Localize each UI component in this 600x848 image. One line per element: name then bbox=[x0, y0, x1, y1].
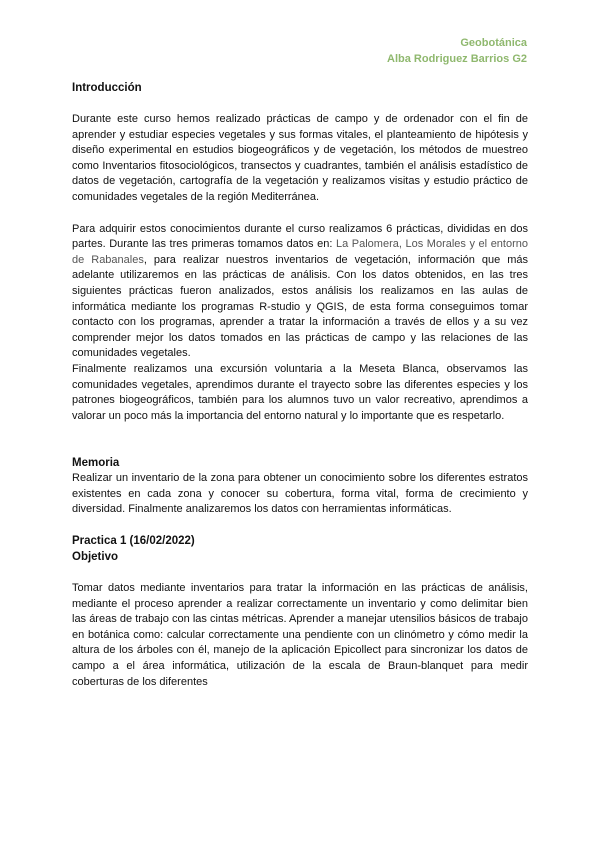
section-title-introduccion: Introducción bbox=[72, 82, 142, 94]
section-title-practica-1: Practica 1 (16/02/2022) bbox=[72, 535, 195, 548]
header-author: Alba Rodriguez Barrios G2 bbox=[387, 53, 527, 65]
memoria-paragraph: Realizar un inventario de la zona para obtener un conocimiento sobre los diferentes estratos existentes en cada zona y conocer su cobertura, forma vital, forma de crecimiento y diversidad. Finalmente analizaremos los datos con herramientas informáticas. bbox=[72, 472, 528, 516]
subsection-title-objetivo: Objetivo bbox=[72, 551, 119, 564]
practica-1-paragraph: Tomar datos mediante inventarios para tratar la información en las prácticas de análisis, mediante el proceso aprender a realizar correctamente un inventario y como delimitar bien las áreas de trabajo con las cintas métricas. Aprender a manejar utensilios básicos de trabajo en botánica como: calcular correctamente una pendiente con un clinómetro y cómo medir la altura de los árboles con él, manejo de la aplicación Epicollect para sincronizar los datos de campo a el área informática, utilización de la escala de Braun-blanquet para medir coberturas de los diferentes bbox=[72, 582, 528, 688]
intro-paragraph-2-start: Para adquirir estos conocimientos durante el curso realizamos 6 prácticas, divididas en dos partes. Durante las tres primeras tomamos datos en: bbox=[72, 222, 528, 251]
section-title-memoria: Memoria bbox=[72, 457, 120, 470]
intro-paragraph-3: Finalmente realizamos una excursión voluntaria a la Meseta Blanca, observamos las comunidades vegetales, aprendimos durante el trayecto sobre las diferentes especies y los patrones biogeográficos, también para los alumnos tuvo un valor recreativo, aprendimos a valorar un poco más la importancia del entorno natural y lo importante que es respetarlo. bbox=[72, 362, 528, 422]
intro-paragraph-2 bbox=[72, 222, 528, 362]
intro-paragraph-1: Durante este curso hemos realizado prácticas de campo y de ordenador con el fin de aprender y estudiar especies vegetales y sus formas vitales, el planteamiento de hipótesis y diseño experimental en estudios biogeográficos y de vegetación, los métodos de muestreo como Inventarios fitosociológicos, transectos y cuadrantes, también el análisis estadístico de datos de vegetación, cartografía de la vegetación y realizamos visitas y estudio práctico de comunidades vegetales de la región Mediterránea. bbox=[72, 113, 528, 203]
intro-paragraph-2-end: , para realizar nuestros inventarios de vegetación, información que más adelante utilizaremos en las prácticas de análisis. Con los datos obtenidos, en las tres siguientes prácticas fueron analizados, estos análisis los realizamos en las aulas de informática mediante los programas R-studio y QGIS, de esta forma conseguimos tomar contacto con los programas, aprender a tratar la información a través de ellos y a su vez comprender mejor los datos tomados en las prácticas de campo y las relaciones de las comunidades vegetales. bbox=[72, 253, 528, 360]
page-header bbox=[387, 35, 527, 67]
intro-places: La Palomera, Los Morales y el entorno de Rabanales bbox=[72, 238, 528, 266]
header-subject: Geobotánica bbox=[460, 37, 527, 49]
document-body bbox=[72, 80, 528, 690]
